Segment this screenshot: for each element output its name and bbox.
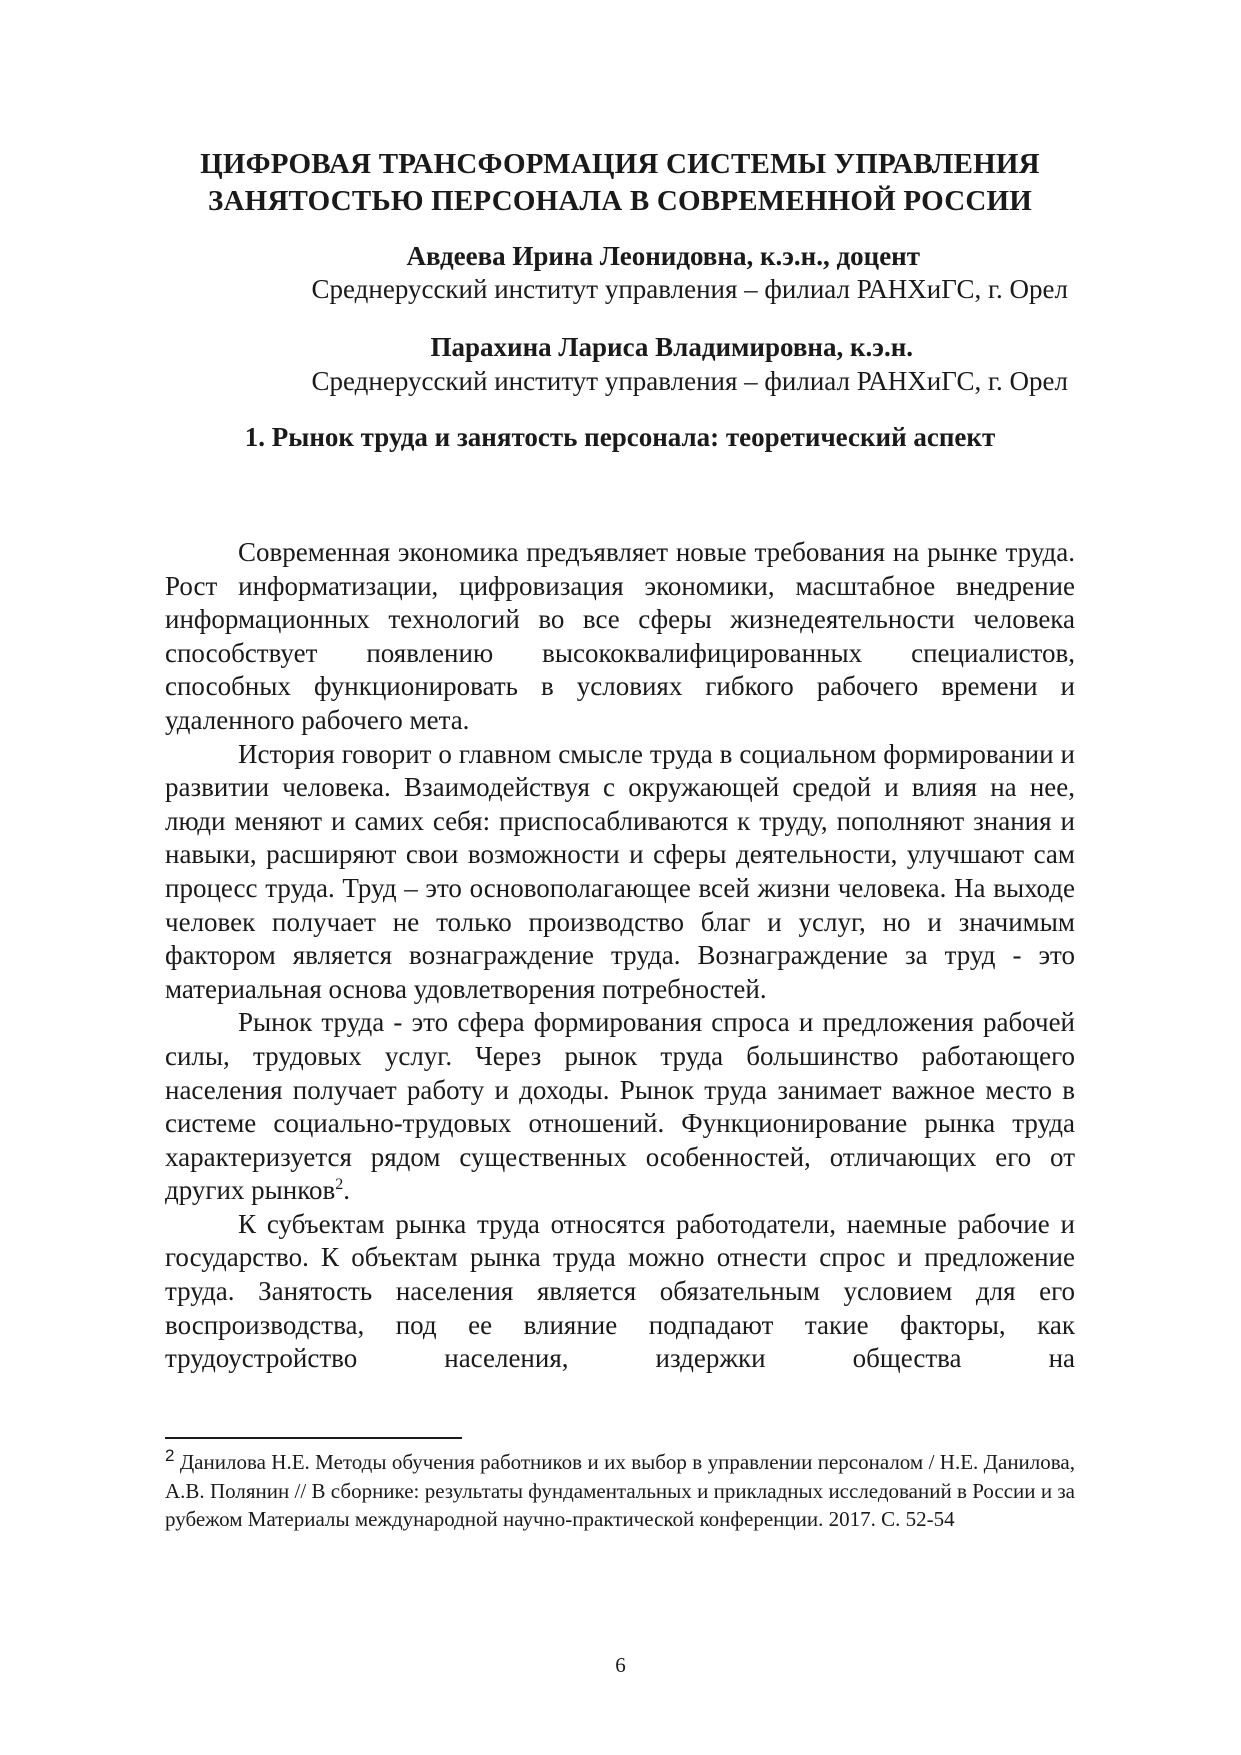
author-name-2: Парахина Лариса Владимировна, к.э.н. (430, 332, 913, 362)
paragraph-2: История говорит о главном смысле труда в социальном формировании и развитии человека. Взаимодействуя с окружающей средой и влияя на нее, люди меняют и самих себя: приспосабливаются к труду, пополняют знания и навыки, расширяют свои возможности и сферы деятельности, улучшают сам процесс труда. Труд – это основополагающее всей жизни человека. На выходе человек получает не только производство благ и услуг, но и значимым фактором является вознаграждение труда. Вознаграждение за труд - это материальная основа удовлетворения потребностей. (165, 738, 1075, 1004)
paragraph-3-text: Рынок труда - это сфера формирования спроса и предложения рабочей силы, трудовых услуг. Через рынок труда большинство работающего населения получает работу и доходы. Рынок труда занимает важное место в системе социально-трудовых отношений. Функционирование рынка труда характеризуется рядом существенных особенностей, отличающих его от других рынков (165, 1007, 1075, 1206)
author-affiliation-2: Среднерусский институт управления – филиал РАНХиГС, г. Орел (311, 366, 1068, 396)
paragraph-4: К субъектам рынка труда относятся работодатели, наемные рабочие и государство. К объектам рынка труда можно отнести спрос и предложение труда. Занятость населения является обязательным условием для его воспроизводства, под ее влияние подпадают такие факторы, как трудоустройство населения, издержки общества на (165, 1208, 1075, 1374)
paragraph-1: Современная экономика предъявляет новые требования на рынке труда. Рост информатизации, цифровизация экономики, масштабное внедрение информационных технологий во все сферы жизнедеятельности человека способствует появлению высококвалифицированных специалистов, способных функционировать в условиях гибкого рабочего времени и удаленного рабочего мета. (165, 537, 1075, 735)
author-name-1: Авдеева Ирина Леонидовна, к.э.н., доцент (406, 241, 920, 271)
footnote-mark: 2 (165, 1446, 175, 1465)
footnote (165, 1448, 1075, 1534)
article-title-line-1: ЦИФРОВАЯ ТРАНСФОРМАЦИЯ СИСТЕМЫ УПРАВЛЕНИЯ (200, 148, 1040, 180)
footnote-divider (165, 1437, 462, 1439)
section-heading: 1. Рынок труда и занятость персонала: теоретический аспект (244, 422, 996, 452)
page-number: 6 (615, 1653, 626, 1677)
article-title-line-2: ЗАНЯТОСТЬЮ ПЕРСОНАЛА В СОВРЕМЕННОЙ РОССИИ (207, 185, 1033, 217)
paragraph-3-end: . (343, 1175, 350, 1206)
footnote-text: Данилова Н.Е. Методы обучения работников и их выбор в управлении персоналом / Н.Е. Данилова, А.В. Полянин // В сборнике: результаты фундаментальных и прикладных исследований в России и за рубежом Материалы международной научно-практической конференции. 2017. С. 52-54 (165, 1450, 1075, 1531)
article-body (165, 536, 1075, 1376)
footnote-reference[interactable]: 2 (335, 1176, 344, 1194)
author-affiliation-1: Среднерусский институт управления – филиал РАНХиГС, г. Орел (311, 274, 1068, 304)
paragraph-3 (165, 1006, 1075, 1208)
